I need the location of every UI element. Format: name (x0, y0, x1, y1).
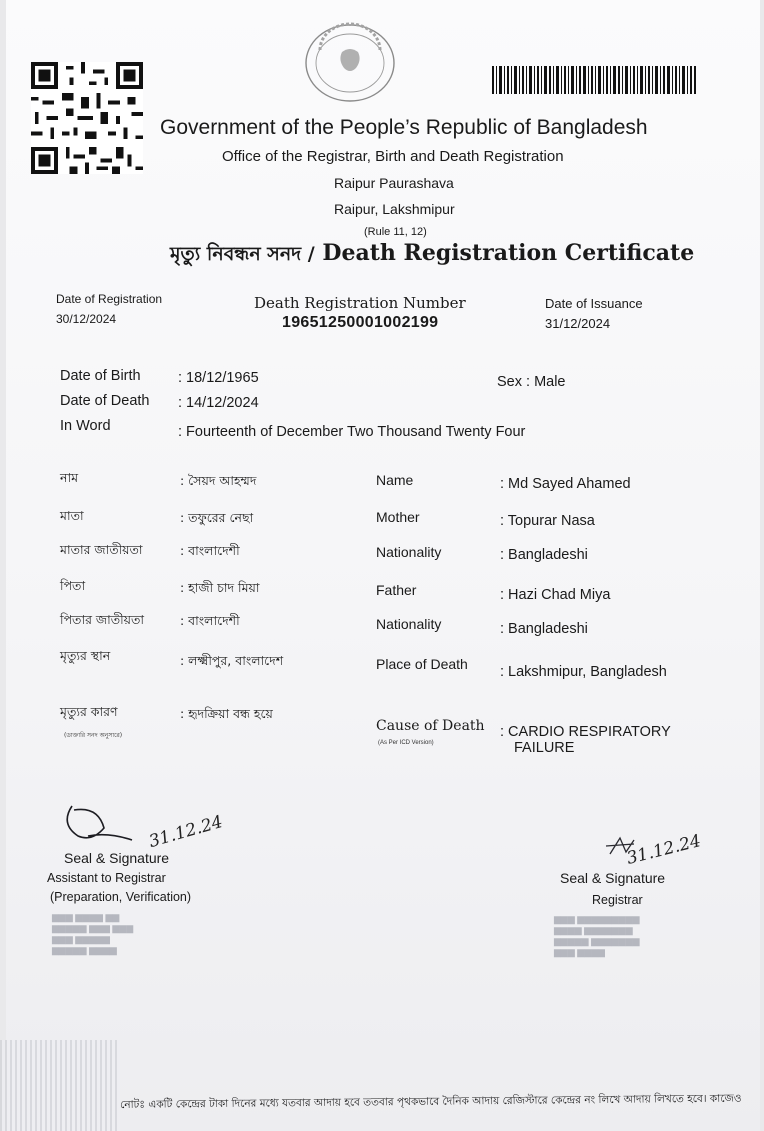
government-title: Government of the People’s Republic of Bangladesh (160, 116, 648, 139)
assistant-role: Assistant to Registrar (47, 871, 166, 885)
mother-bn-value: : তফুরের নেছা (180, 510, 254, 525)
name-label: Name (376, 472, 414, 488)
office-title: Office of the Registrar, Birth and Death Registration (222, 148, 564, 165)
father-nationality-bn-value: : বাংলাদেশী (180, 613, 240, 628)
registrar-seal-title: Seal & Signature (560, 870, 666, 886)
name-bn-label: নাম (60, 470, 79, 485)
assistant-role-note: (Preparation, Verification) (50, 890, 192, 904)
government-seal-icon (302, 22, 398, 104)
mother-nationality-bn-value: : বাংলাদেশী (180, 543, 240, 558)
death-cause-value-line1: : CARDIO RESPIRATORY (500, 724, 671, 740)
registration-number-value: 19651250001002199 (282, 314, 439, 331)
death-date-label: Date of Death (60, 393, 150, 409)
registration-number-label: Death Registration Number (254, 294, 466, 312)
footer-note: নোটঃ একটি কেন্দ্রের টাকা দিনের মধ্যে যতবার আদায় হবে ততবার পৃথকভাবে দৈনিক আদায় রেজিস্টারে কেন্দ্রের নং লিখে আদায় লিখতে হবে। কাজেও (120, 1092, 742, 1111)
inword-label: In Word (60, 418, 111, 434)
death-cause-note: (As Per ICD Version) (378, 740, 434, 746)
mother-label: Mother (376, 509, 420, 525)
sex-value: Sex : Male (497, 374, 566, 390)
barcode (492, 66, 696, 94)
death-place-bn-value: : লক্ষ্মীপুর, বাংলাদেশ (180, 653, 284, 668)
death-place-value: : Lakshmipur, Bangladesh (500, 664, 667, 680)
death-place-bn-label: মৃত্যুর স্থান (60, 648, 111, 663)
certificate-title-en: Death Registration Certificate (322, 240, 695, 266)
father-nationality-label: Nationality (376, 616, 442, 632)
birth-date-label: Date of Birth (60, 368, 141, 384)
father-nationality-bn-label: পিতার জাতীয়তা (60, 612, 145, 627)
registration-date-value: 30/12/2024 (56, 312, 117, 326)
registrar-role: Registrar (592, 893, 643, 907)
death-date-value: : 14/12/2024 (178, 395, 259, 411)
name-bn-value: : সৈয়দ আহম্মদ (180, 473, 257, 488)
mother-nationality-label: Nationality (376, 544, 442, 560)
father-value: : Hazi Chad Miya (500, 587, 611, 603)
registrar-faded-stamp: ▆▆▆ ▆▆▆▆▆▆▆▆▆ ▆▆▆▆ ▆▆▆▆▆▆▆ ▆▆▆▆▆ ▆▆▆▆▆▆▆ ▆▆▆ ▆▆▆▆ (554, 914, 640, 957)
certificate-title (170, 240, 694, 272)
assistant-signature-date: 31.12.24 (146, 811, 225, 853)
death-cause-bn-note: (ডাক্তারি সনদ অনুসারে) (64, 732, 123, 739)
issuance-date-value: 31/12/2024 (545, 316, 611, 331)
inword-value: : Fourteenth of December Two Thousand Twenty Four (178, 424, 526, 440)
father-label: Father (376, 582, 417, 598)
death-cause-bn-label: মৃত্যুর কারণ (60, 704, 118, 719)
mother-nationality-bn-label: মাতার জাতীয়তা (60, 542, 143, 557)
father-nationality-value: : Bangladeshi (500, 621, 588, 637)
assistant-faded-stamp: ▆▆▆ ▆▆▆▆ ▆▆ ▆▆▆▆▆ ▆▆▆ ▆▆▆ ▆▆▆ ▆▆▆▆▆ ▆▆▆▆▆ ▆▆▆▆ (52, 912, 134, 955)
death-cause-label: Cause of Death (376, 718, 485, 734)
registrar-signature-date: 31.12.24 (624, 831, 703, 869)
assistant-seal-title: Seal & Signature (64, 850, 170, 866)
mother-nationality-value: : Bangladeshi (500, 547, 588, 563)
name-value: : Md Sayed Ahamed (500, 476, 631, 492)
birth-date-value: : 18/12/1965 (178, 370, 259, 386)
location: Raipur, Lakshmipur (334, 201, 455, 217)
death-place-label: Place of Death (376, 656, 468, 672)
stacked-pages-edge (0, 1040, 120, 1131)
mother-value: : Topurar Nasa (500, 513, 595, 529)
qr-code (30, 62, 144, 174)
mother-bn-label: মাতা (60, 508, 84, 523)
issuance-date-label: Date of Issuance (545, 296, 643, 311)
death-cause-value-line2: FAILURE (514, 740, 575, 756)
father-bn-label: পিতা (60, 578, 86, 593)
registration-date-label: Date of Registration (56, 292, 163, 306)
death-cause-bn-value: : হৃদক্রিয়া বন্ধ হয়ে (180, 706, 273, 721)
rule-reference: (Rule 11, 12) (364, 226, 427, 238)
father-bn-value: : হাজী চাদ মিয়া (180, 580, 260, 595)
paurashava: Raipur Paurashava (334, 175, 454, 191)
certificate-title-bn: মৃত্যু নিবন্ধন সনদ / (170, 243, 315, 265)
